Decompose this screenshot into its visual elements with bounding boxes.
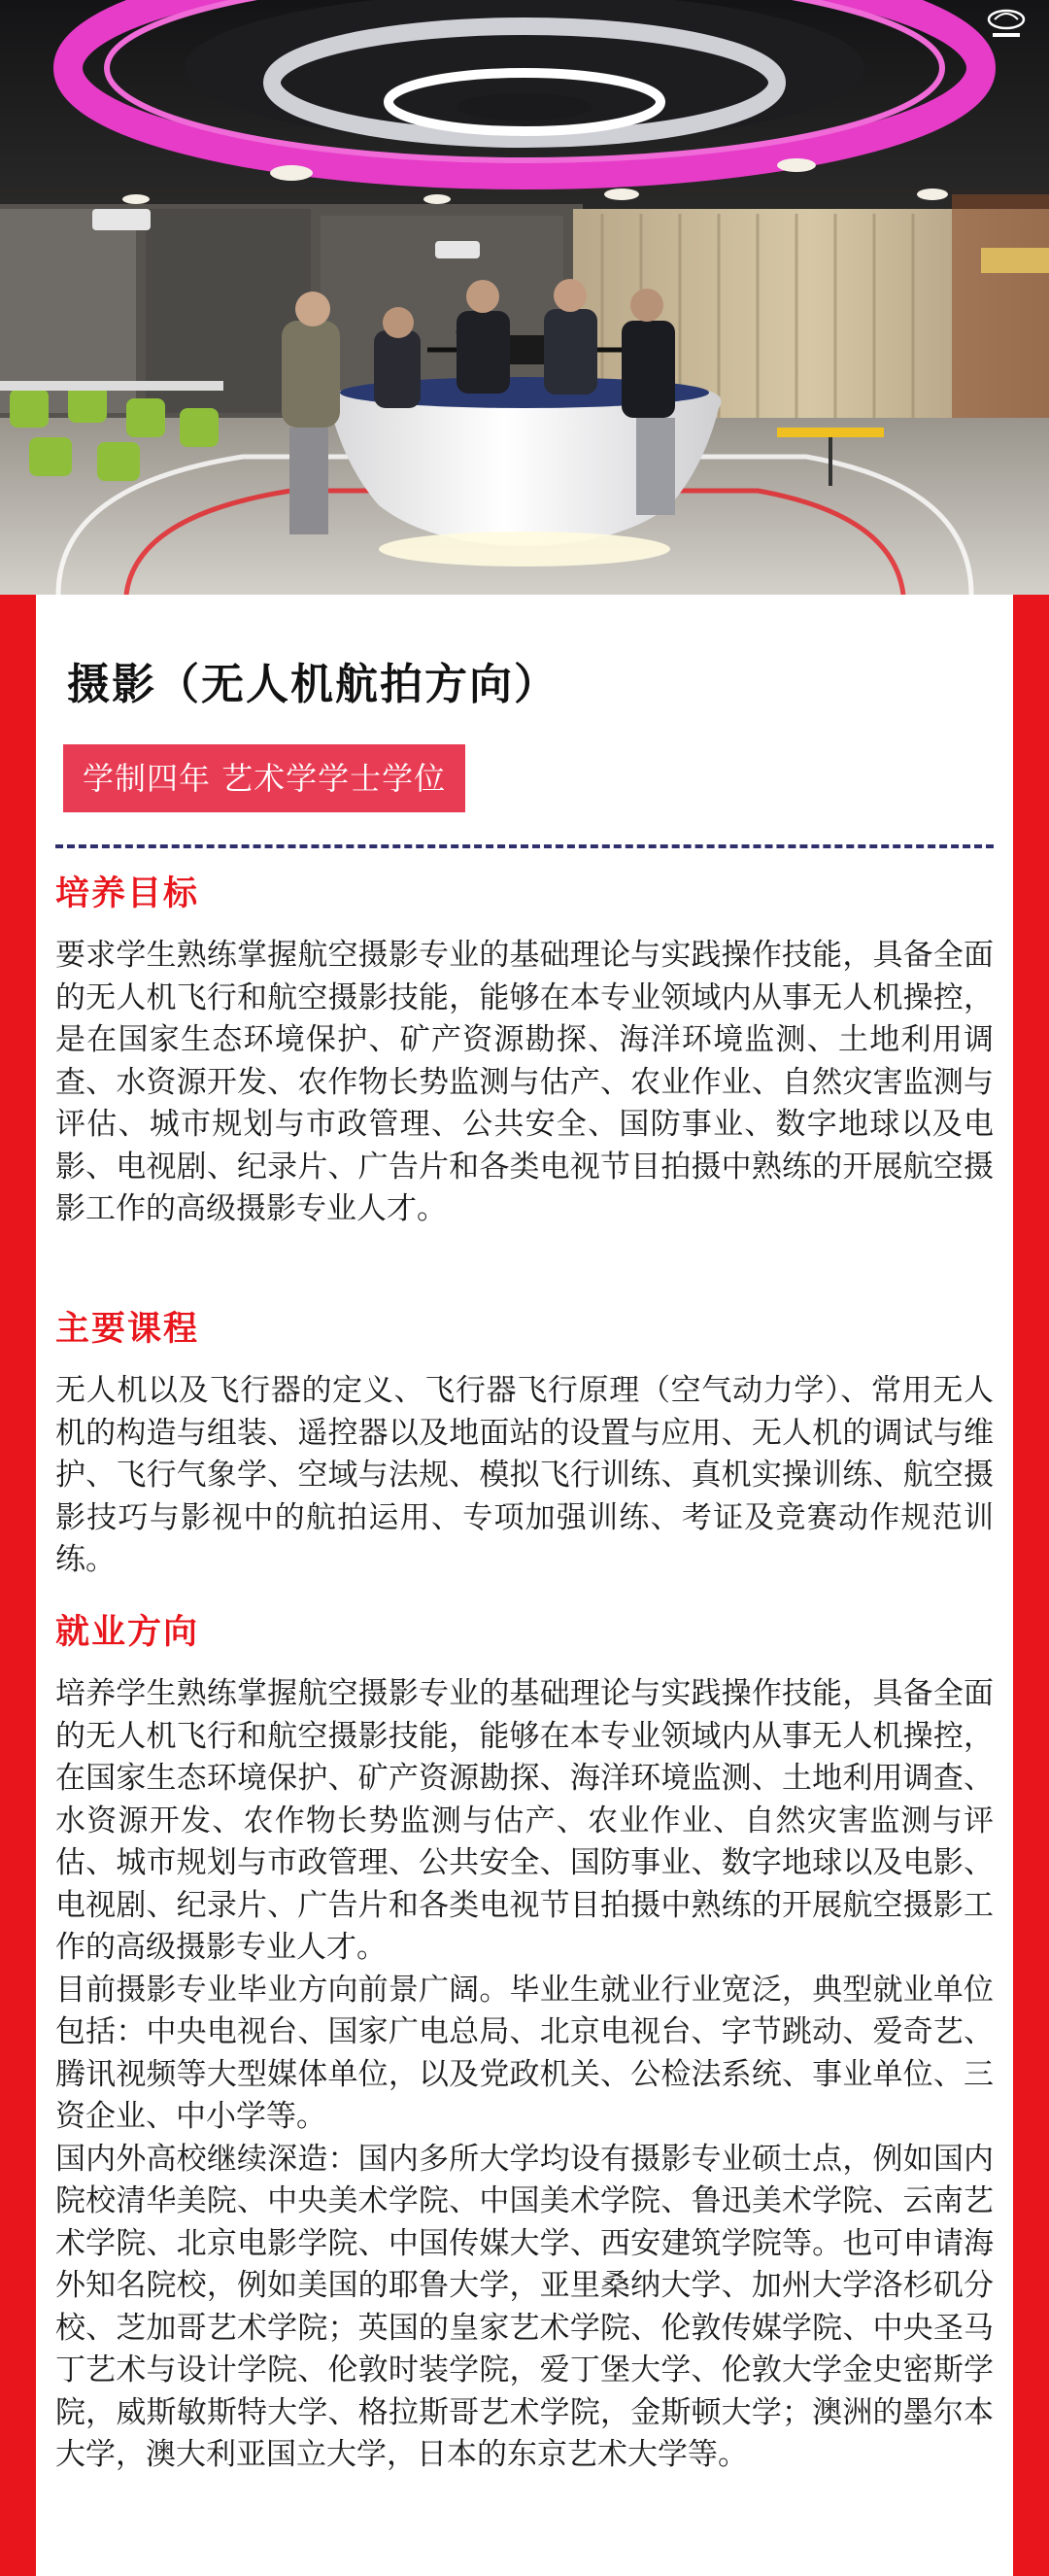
section-heading-careers: 就业方向 — [55, 1613, 200, 1652]
content-card — [36, 595, 1013, 2576]
section-heading-goals: 培养目标 — [55, 875, 200, 913]
section-heading-courses: 主要课程 — [55, 1310, 200, 1349]
drone-training-room-photo — [0, 0, 1049, 595]
careers-body — [55, 1673, 994, 2477]
degree-badge: 学制四年 艺术学学士学位 — [63, 744, 465, 812]
careers-paragraph-3: 国内外高校继续深造：国内多所大学均设有摄影专业硕士点，例如国内院校清华美院、中央美术学院、中国美术学院、鲁迅美术学院、云南艺术学院、北京电影学院、中国传媒大学、西安建筑学院等。也可申请海外知名院校，例如美国的耶鲁大学，亚里桑纳大学、加州大学洛杉矶分校、芝加哥艺术学院；英国的皇家艺术学院、伦敦传媒学院、中央圣马丁艺术与设计学院、伦敦时装学院，爱丁堡大学、伦敦大学金史密斯学院，威斯敏斯特大学、格拉斯哥艺术学院，金斯顿大学；澳洲的墨尔本大学，澳大利亚国立大学，日本的东京艺术大学等。 — [55, 2141, 994, 2472]
page-title: 摄影（无人机航拍方向） — [67, 660, 558, 709]
dashed-divider — [55, 844, 994, 848]
goals-paragraph: 要求学生熟练掌握航空摄影专业的基础理论与实践操作技能，具备全面的无人机飞行和航空摄影技能，能够在本专业领域内从事无人机操控，是在国家生态环境保护、矿产资源勘探、海洋环境监测、土地利用调查、水资源开发、农作物长势监测与估产、农业作业、自然灾害监测与评估、城市规划与市政管理、公共安全、国防事业、数字地球以及电影、电视剧、纪录片、广告片和各类电视节目拍摄中熟练的开展航空摄影工作的高级摄影专业人才。 — [55, 938, 994, 1226]
courses-paragraph: 无人机以及飞行器的定义、飞行器飞行原理（空气动力学）、常用无人机的构造与组装、遥控器以及地面站的设置与应用、无人机的调试与维护、飞行气象学、空域与法规、模拟飞行训练、真机实操训练、航空摄影技巧与影视中的航拍运用、专项加强训练、考证及竞赛动作规范训练。 — [55, 1373, 994, 1577]
careers-paragraph-2: 目前摄影专业毕业方向前景广阔。毕业生就业行业宽泛，典型就业单位包括：中央电视台、国家广电总局、北京电视台、字节跳动、爱奇艺、腾讯视频等大型媒体单位，以及党政机关、公检法系统、事业单位、三资企业、中小学等。 — [55, 1972, 994, 2134]
careers-paragraph-1: 培养学生熟练掌握航空摄影专业的基础理论与实践操作技能，具备全面的无人机飞行和航空摄影技能，能够在本专业领域内从事无人机操控，在国家生态环境保护、矿产资源勘探、海洋环境监测、土地利用调查、水资源开发、农作物长势监测与估产、农业作业、自然灾害监测与评估、城市规划与市政管理、公共安全、国防事业、数字地球以及电影、电视剧、纪录片、广告片和各类电视节目拍摄中熟练的开展航空摄影工作的高级摄影专业人才。 — [55, 1676, 994, 1965]
hero-photo — [0, 0, 1049, 595]
corner-logo-icon — [981, 4, 1032, 43]
